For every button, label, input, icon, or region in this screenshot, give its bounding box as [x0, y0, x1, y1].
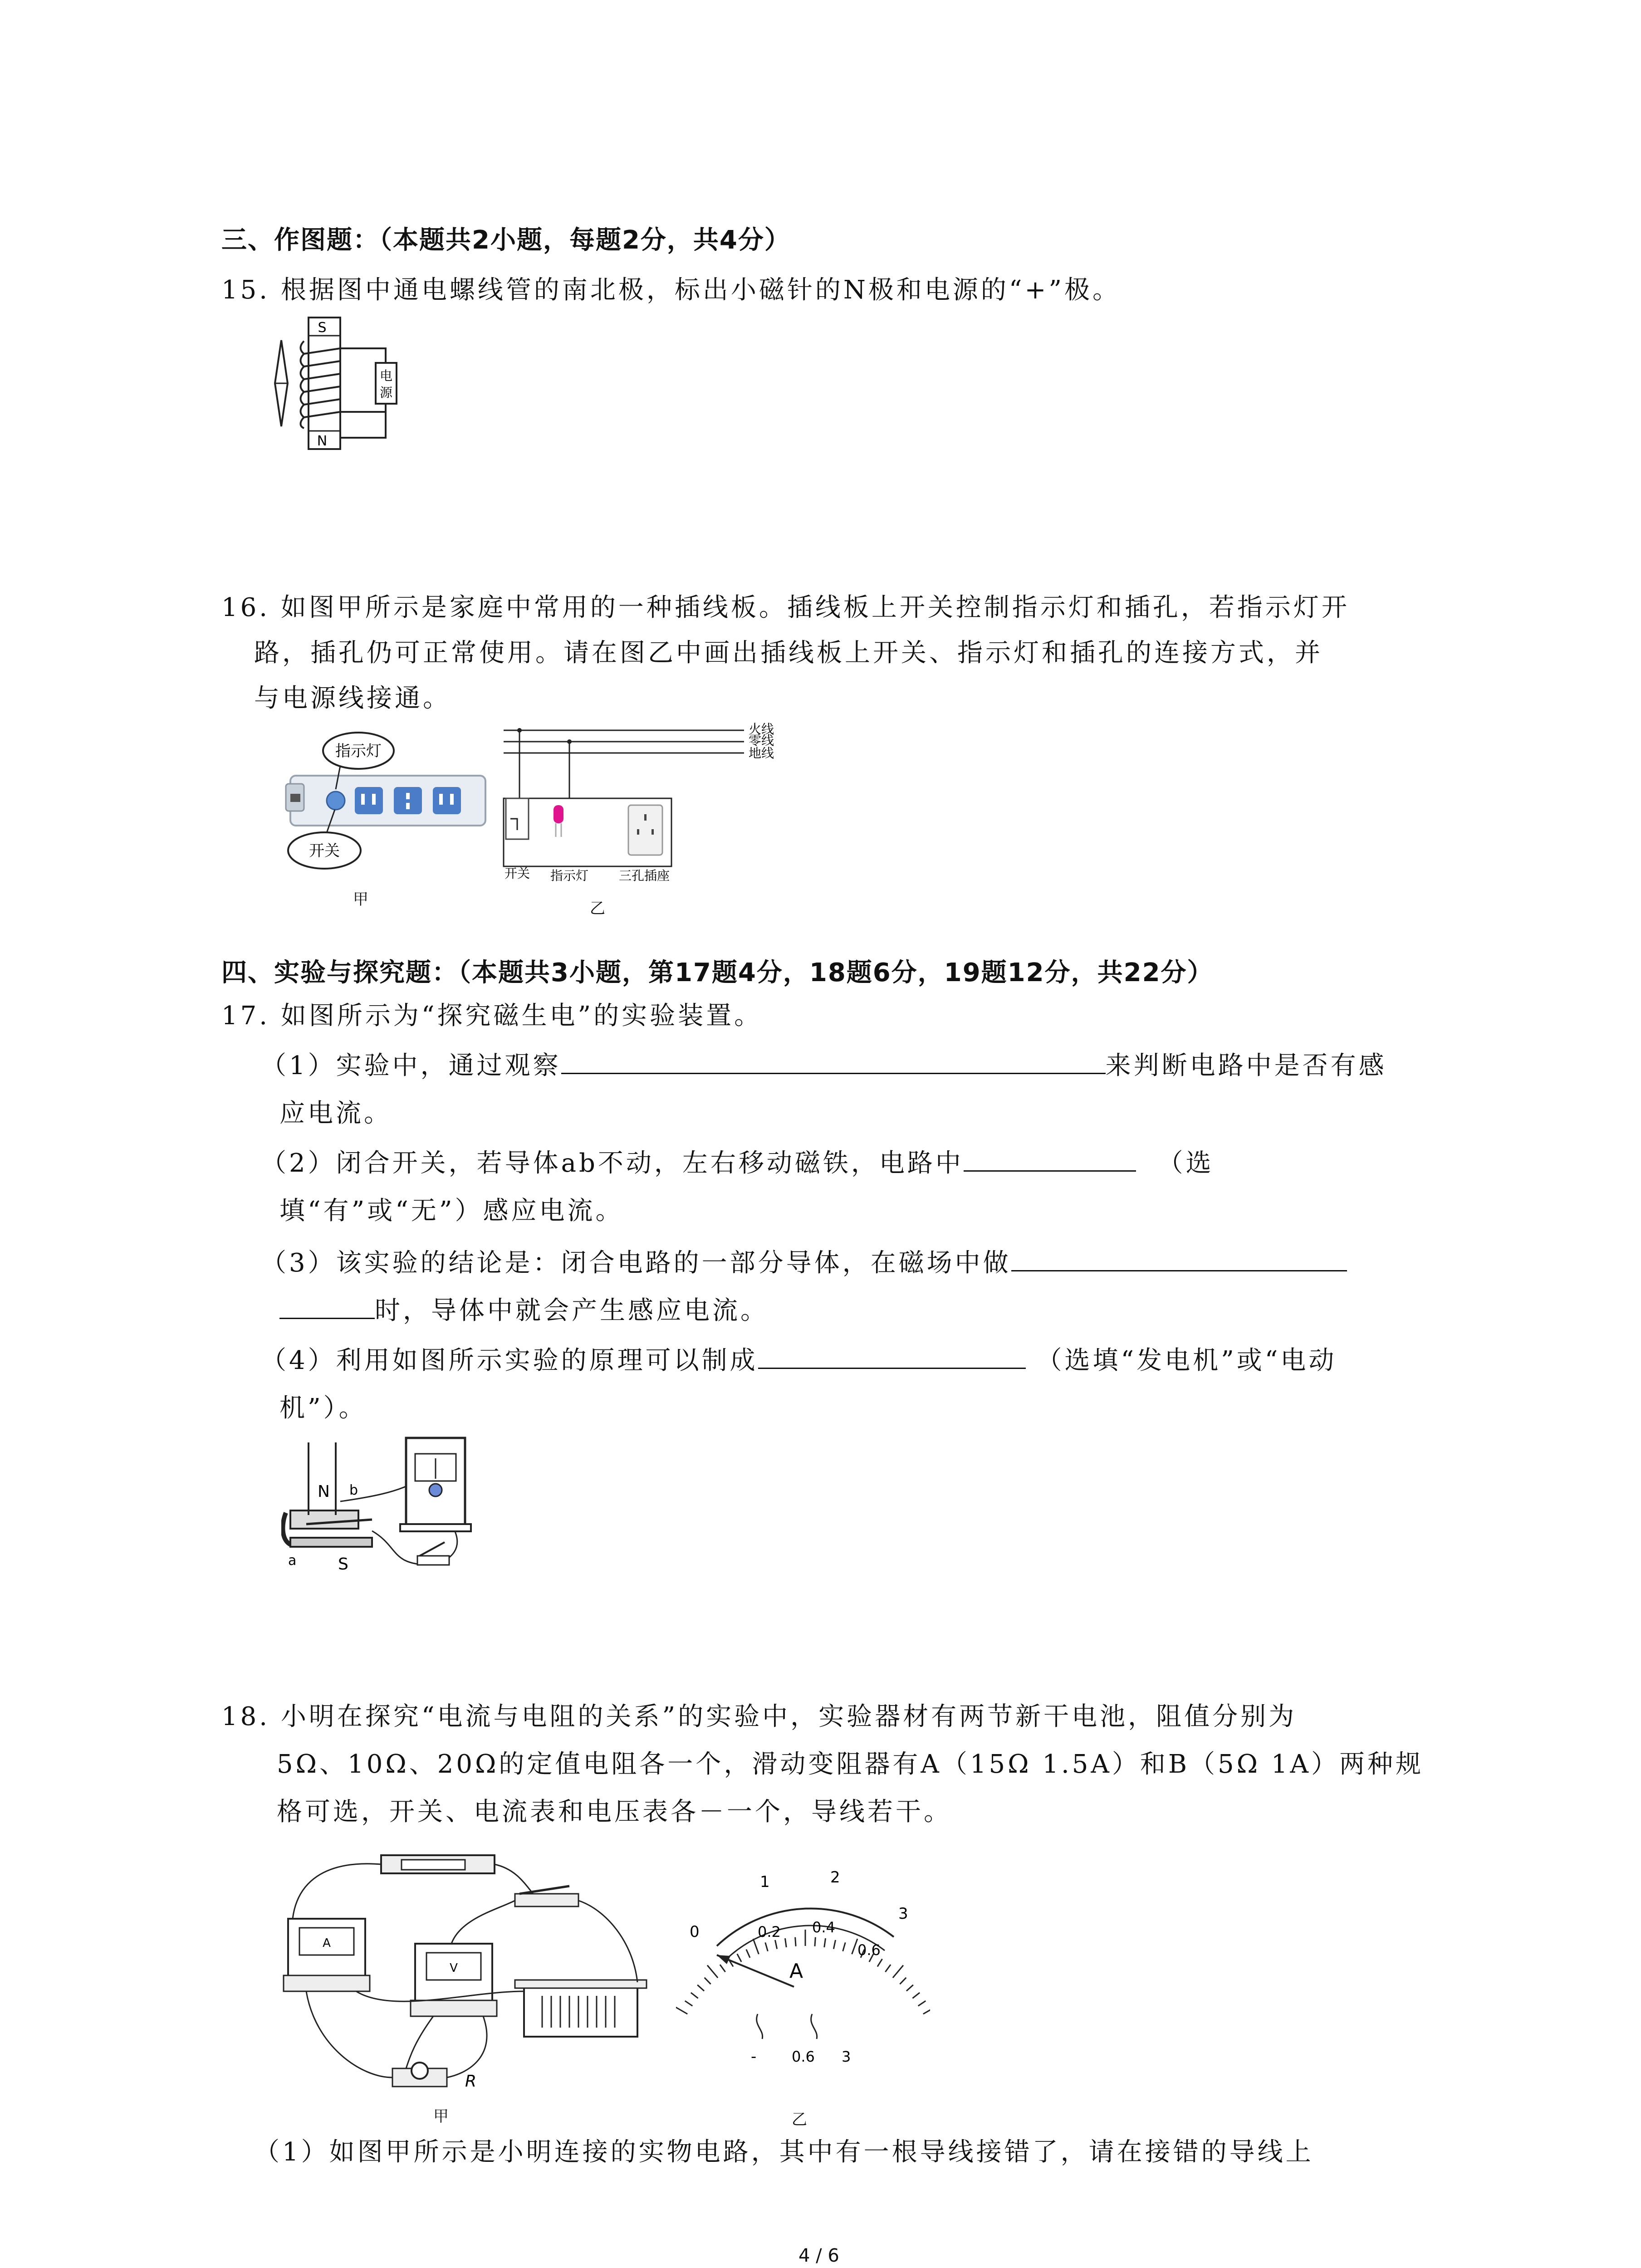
fig-b-caption: 乙 — [590, 899, 605, 918]
q17-text: 17. 如图所示为“探究磁生电”的实验装置。 — [221, 1001, 763, 1031]
q18-line3: 格可选，开关、电流表和电压表各－一个，导线若干。 — [277, 1797, 952, 1827]
ground-wire-label: 地线 — [749, 746, 774, 761]
dial-tick — [852, 1939, 857, 1954]
dial-unit-label: A — [789, 1960, 803, 1983]
q17-p3 — [261, 1241, 1347, 1286]
q16-line1: 16. 如图甲所示是家庭中常用的一种插线板。插线板上开关控制指示灯和插孔，若指示灯开 — [221, 593, 1350, 622]
inner-tick-0-6: 0.6 — [857, 1941, 881, 1959]
q17-p3-b: 时，导体中就会产生感应电流。 — [375, 1296, 769, 1325]
dial-tick — [737, 1954, 741, 1962]
section-3-title: 三、作图题：（本题共2小题，每题2分，共4分） — [221, 225, 791, 255]
switch-icon — [515, 1894, 578, 1906]
q17-p1 — [261, 1043, 1387, 1089]
voltmeter-label: V — [450, 1961, 458, 1975]
conductor-a-label: a — [288, 1553, 297, 1569]
indicator-lamp-icon — [554, 805, 563, 823]
q17-blank-3[interactable] — [1011, 1243, 1347, 1271]
resistor-r-label: R — [465, 2072, 477, 2091]
dial-tick — [885, 1965, 891, 1972]
u-magnet — [283, 1513, 290, 1545]
dial-tick — [707, 1965, 718, 1978]
q17-p4-b: （选填“发电机”或“电动 — [1036, 1346, 1337, 1375]
dial-tick — [843, 1942, 846, 1951]
q17-p4-c: 机”）。 — [279, 1393, 367, 1423]
q17-p2-b: （选 — [1157, 1149, 1214, 1178]
dial-tick — [720, 1965, 725, 1972]
solenoid-core — [309, 318, 340, 449]
fig-18a-caption: 甲 — [433, 2107, 449, 2126]
outer-tick-2: 2 — [830, 1869, 840, 1887]
indicator-label: 指示灯 — [550, 868, 589, 883]
dial-tick — [697, 1985, 704, 1991]
dial-tick — [893, 1965, 903, 1978]
q17-blank-1[interactable] — [561, 1046, 1106, 1074]
indicator-light-icon — [327, 792, 345, 810]
q17-blank-3b[interactable] — [279, 1290, 375, 1319]
solenoid-s-label: S — [318, 320, 327, 336]
inner-tick-0-2: 0.2 — [758, 1923, 781, 1941]
q17-p2-c: 填“有”或“无”）感应电流。 — [279, 1196, 624, 1226]
solenoid-n-label: N — [317, 433, 328, 449]
inner-tick-0-4: 0.4 — [812, 1919, 835, 1936]
dial-tick — [923, 2006, 930, 2014]
power-label-2: 源 — [379, 385, 393, 400]
outer-tick-1: 1 — [760, 1873, 770, 1891]
neutral-wire-label: 零线 — [749, 733, 774, 748]
physical-circuit-figure — [279, 1842, 660, 2100]
dial-tick — [912, 1993, 920, 1998]
terminal-minus: - — [751, 2048, 757, 2066]
dial-tick — [900, 1978, 906, 1984]
dial-tick — [765, 1942, 768, 1951]
q17-p3-line2 — [279, 1288, 769, 1334]
fig-18b-caption: 乙 — [792, 2111, 807, 2129]
q17-blank-2[interactable] — [964, 1143, 1136, 1172]
page-number: 4 / 6 — [798, 2245, 839, 2266]
socket-label: 三孔插座 — [618, 868, 670, 883]
q18-line2: 5Ω、10Ω、20Ω的定值电阻各一个，滑动变阻器有A（15Ω 1.5A）和B（5Ω 1A）两种规 — [277, 1750, 1424, 1779]
ammeter-label: A — [323, 1936, 331, 1950]
dial-tick — [775, 1940, 777, 1949]
switch-icon — [417, 1556, 449, 1565]
indicator-callout: 指示灯 — [335, 742, 382, 760]
terminal-0-6: 0.6 — [792, 2048, 815, 2065]
q17-p1-c: 应电流。 — [279, 1099, 392, 1128]
dial-tick — [795, 1937, 796, 1946]
wiring-figure — [499, 721, 808, 889]
conductor-b-label: b — [349, 1482, 358, 1498]
three-hole-socket-icon — [628, 805, 662, 855]
outer-tick-0: 0 — [690, 1923, 700, 1941]
power-strip-figure — [277, 726, 490, 875]
outer-tick-3: 3 — [898, 1905, 908, 1923]
ammeter-dial-figure — [676, 1869, 930, 2096]
magnet-s-label: S — [338, 1555, 348, 1574]
switch-callout: 开关 — [309, 842, 340, 860]
dial-tick — [785, 1938, 786, 1947]
dial-tick — [691, 1993, 698, 1998]
q16-line3: 与电源线接通。 — [254, 684, 451, 713]
magnet-n-label: N — [318, 1482, 330, 1501]
q17-p1-a: （1）实验中，通过观察 — [261, 1051, 561, 1080]
dial-tick — [685, 2001, 693, 2006]
q17-p2-a: （2）闭合开关，若导体ab不动，左右移动磁铁，电路中 — [261, 1149, 964, 1178]
power-label-1: 电 — [379, 368, 393, 383]
q18-line1: 18. 小明在探究“电流与电阻的关系”的实验中，实验器材有两节新干电池，阻值分别为 — [221, 1702, 1297, 1731]
induction-apparatus-figure — [281, 1433, 495, 1579]
dial-tick — [676, 2006, 687, 2014]
q17-p3-a: （3）该实验的结论是：闭合电路的一部分导体，在磁场中做 — [261, 1248, 1011, 1278]
q17-p4 — [261, 1338, 1337, 1383]
q17-p4-a: （4）利用如图所示实验的原理可以制成 — [261, 1346, 758, 1375]
q18-p1: （1）如图甲所示是小明连接的实物电路，其中有一根导线接错了，请在接错的导线上 — [254, 2137, 1314, 2167]
solenoid-figure — [272, 313, 404, 454]
dial-tick — [753, 1939, 759, 1954]
fig-a-caption: 甲 — [353, 890, 368, 909]
dial-tick — [746, 1950, 750, 1958]
dial-tick — [833, 1940, 835, 1949]
q17-blank-4[interactable] — [758, 1340, 1026, 1369]
dial-tick — [906, 1985, 913, 1991]
switch-label: 开关 — [504, 866, 530, 881]
live-wire-label: 火线 — [749, 722, 774, 737]
dial-tick — [877, 1959, 882, 1967]
section-4-title: 四、实验与探究题：（本题共3小题，第17题4分，18题6分，19题12分，共22分） — [221, 958, 1214, 987]
q17-p1-b: 来判断电路中是否有感 — [1105, 1051, 1387, 1080]
q15-text: 15. 根据图中通电螺线管的南北极，标出小磁针的N极和电源的“+”极。 — [221, 275, 1121, 305]
q16-line2: 路，插孔仍可正常使用。请在图乙中画出插线板上开关、指示灯和插孔的连接方式，并 — [254, 638, 1323, 668]
dial-tick — [705, 1978, 711, 1984]
terminal-3: 3 — [842, 2048, 851, 2065]
dial-tick — [824, 1938, 826, 1947]
dial-tick — [918, 2001, 926, 2006]
q17-p2 — [261, 1141, 1214, 1186]
rheostat-icon — [524, 1987, 637, 2037]
